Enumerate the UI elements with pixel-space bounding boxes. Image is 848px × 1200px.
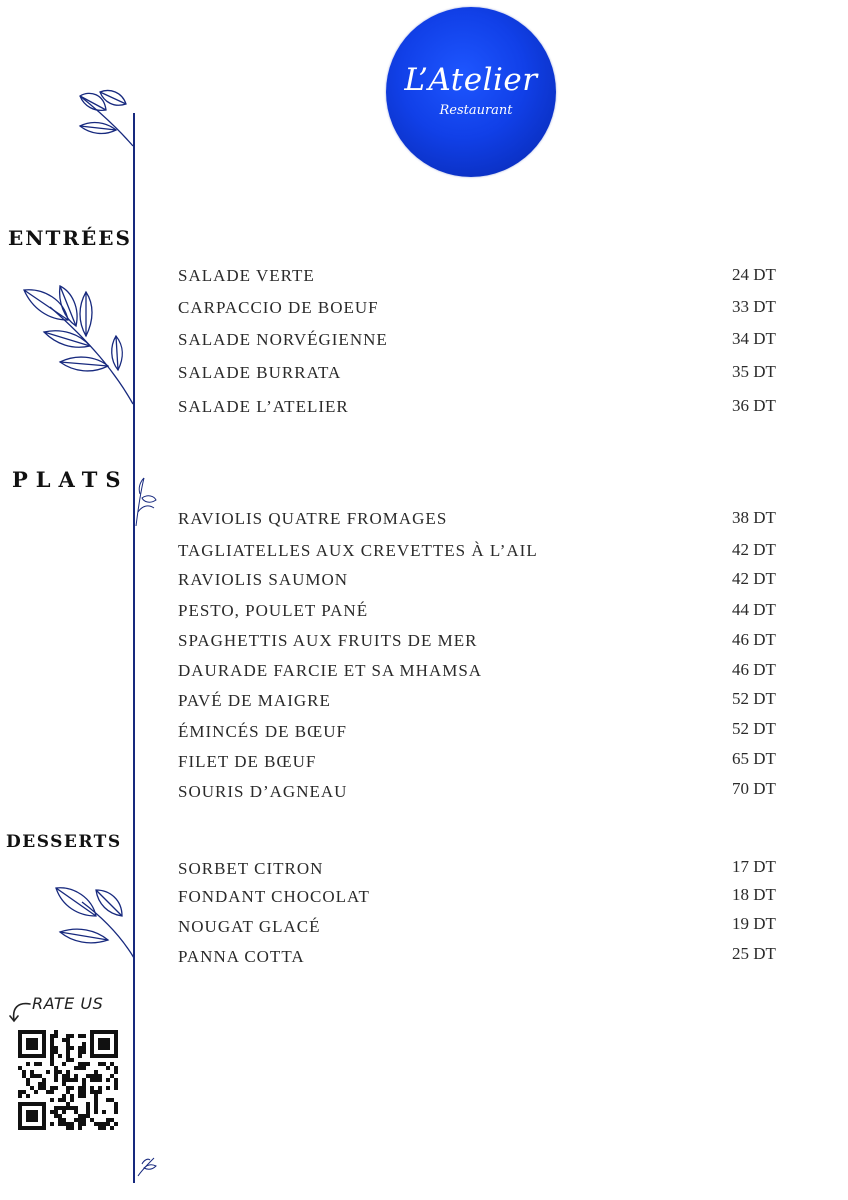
menu-item-price: 65 DT [732, 749, 776, 768]
menu-item-price: 70 DT [732, 779, 776, 798]
menu-item-name: PAVÉ DE MAIGRE [178, 691, 331, 710]
menu-item-name: FONDANT CHOCOLAT [178, 887, 370, 906]
menu-item-price: 25 DT [732, 944, 776, 963]
menu-item-name: RAVIOLIS QUATRE FROMAGES [178, 509, 448, 528]
menu-item-price: 44 DT [732, 600, 776, 619]
menu-item-price: 42 DT [732, 569, 776, 588]
menu-item-name: NOUGAT GLACÉ [178, 917, 321, 936]
curved-arrow-icon [8, 1000, 34, 1031]
menu-item-name: FILET DE BŒUF [178, 752, 317, 771]
menu-item-name: SALADE NORVÉGIENNE [178, 330, 388, 349]
menu-item-price: 52 DT [732, 719, 776, 738]
section-title-desserts: DESSERTS [6, 832, 122, 852]
menu-item-price: 24 DT [732, 265, 776, 284]
vertical-divider [133, 113, 135, 1183]
menu-item-name: SOURIS D’AGNEAU [178, 782, 348, 801]
menu-item-price: 52 DT [732, 689, 776, 708]
section-title-plats: PLATS [12, 467, 129, 492]
menu-item-price: 18 DT [732, 885, 776, 904]
leaf-branch-icon [70, 86, 136, 148]
menu-item-name: DAURADE FARCIE ET SA MHAMSA [178, 661, 483, 680]
menu-item-name: PESTO, POULET PANÉ [178, 601, 369, 620]
menu-item-price: 38 DT [732, 508, 776, 527]
logo-name: L’Atelier [404, 62, 538, 98]
menu-item-name: SORBET CITRON [178, 859, 324, 878]
rate-us-label: RATE US [32, 994, 104, 1013]
restaurant-logo [386, 7, 556, 177]
leaf-branch-icon [20, 282, 136, 406]
leaf-branch-icon [132, 474, 158, 528]
menu-item-name: SALADE L’ATELIER [178, 397, 349, 416]
menu-item-name: RAVIOLIS SAUMON [178, 570, 349, 589]
menu-item-price: 36 DT [732, 396, 776, 415]
logo-subtitle: Restaurant [439, 103, 513, 118]
menu-item-price: 35 DT [732, 362, 776, 381]
menu-item-price: 17 DT [732, 857, 776, 876]
qr-code-icon[interactable] [17, 1030, 119, 1130]
menu-item-price: 33 DT [732, 297, 776, 316]
menu-item-name: PANNA COTTA [178, 947, 305, 966]
leaf-branch-icon [136, 1154, 158, 1178]
menu-item-price: 46 DT [732, 660, 776, 679]
menu-item-name: TAGLIATELLES AUX CREVETTES À L’AIL [178, 541, 538, 560]
menu-item-price: 42 DT [732, 540, 776, 559]
menu-item-name: CARPACCIO DE BOEUF [178, 298, 379, 317]
menu-item-price: 19 DT [732, 914, 776, 933]
menu-item-name: SALADE VERTE [178, 266, 315, 285]
section-title-entrees: ENTRÉES [8, 226, 132, 250]
menu-item-name: ÉMINCÉS DE BŒUF [178, 722, 347, 741]
leaf-branch-icon [52, 884, 138, 960]
menu-item-name: SPAGHETTIS AUX FRUITS DE MER [178, 631, 478, 650]
menu-item-name: SALADE BURRATA [178, 363, 342, 382]
menu-item-price: 34 DT [732, 329, 776, 348]
menu-item-price: 46 DT [732, 630, 776, 649]
